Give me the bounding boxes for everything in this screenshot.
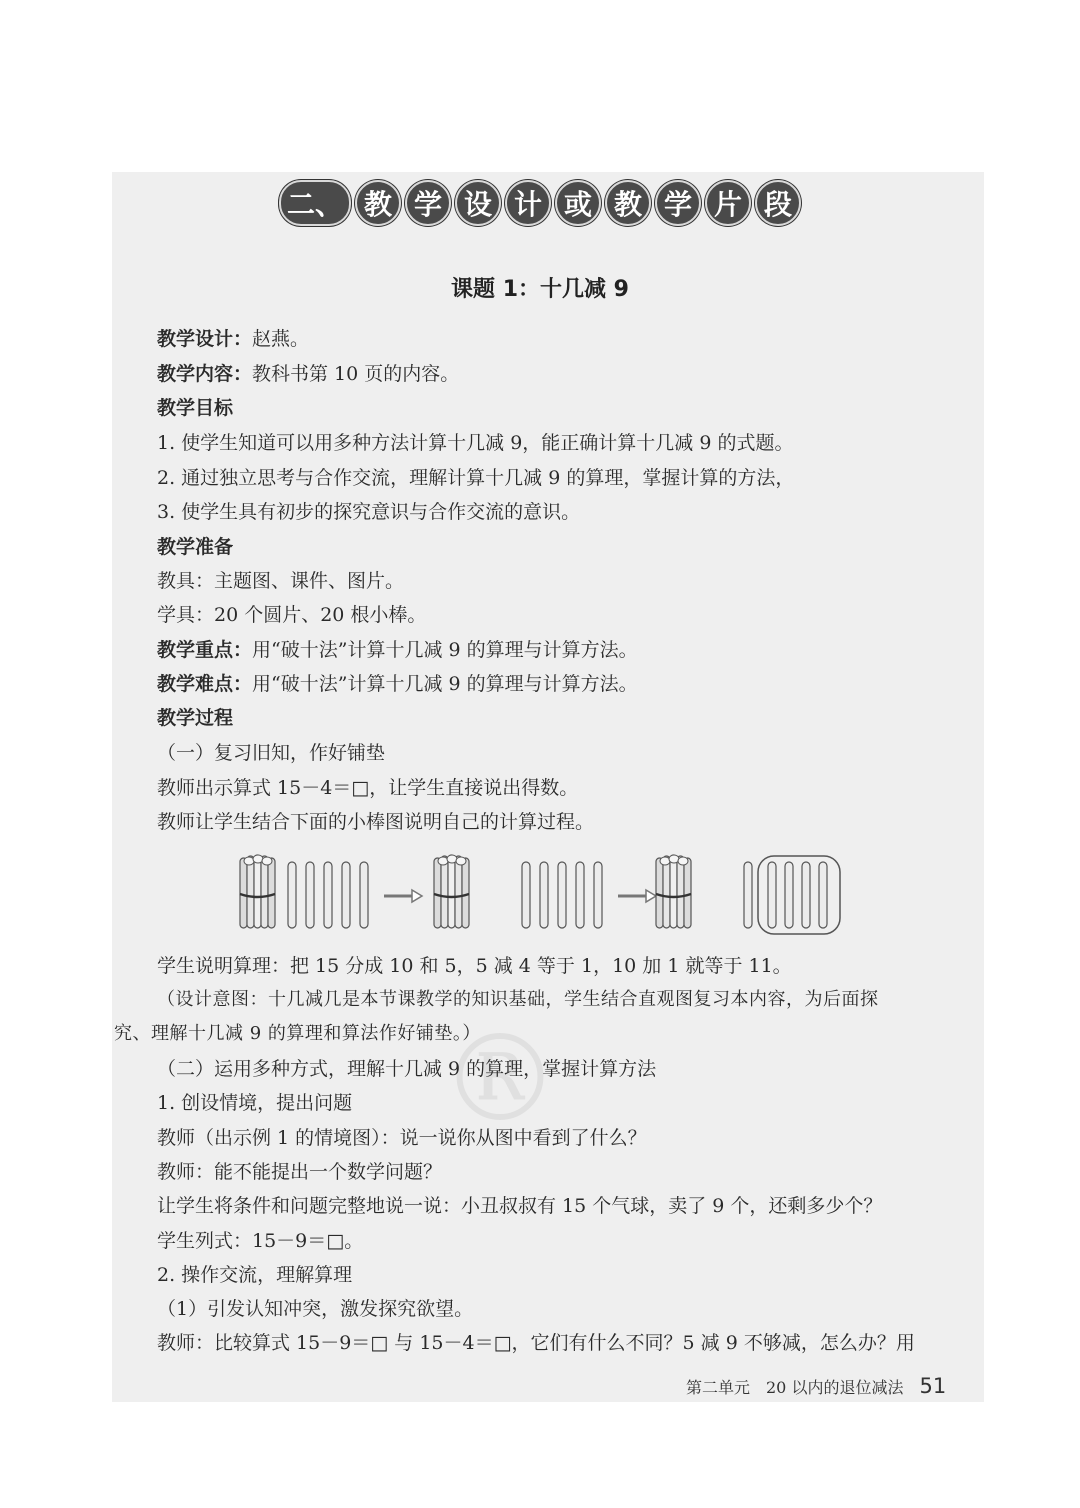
- line-conflict: （1）引发认知冲突，激发探究欲望。: [157, 1298, 474, 1320]
- line-text: 3. 使学生具有初步的探究意识与合作交流的意识。: [157, 501, 581, 523]
- line-process-heading: [157, 705, 977, 731]
- page-footer: [686, 1374, 946, 1398]
- line-goals-heading: [157, 395, 977, 421]
- header-char: 二、: [279, 180, 351, 226]
- line-content: [157, 361, 977, 387]
- line-step-1: [157, 740, 977, 766]
- line-teacher-tools: [157, 568, 977, 594]
- line-label: 教学重点：: [157, 639, 253, 661]
- stick: [576, 862, 584, 928]
- line-label: 教学内容：: [157, 363, 253, 385]
- header-char: 或: [555, 180, 601, 226]
- lesson-title: 课题 1：十几减 9: [451, 277, 629, 302]
- line-text: 赵燕。: [252, 328, 310, 350]
- line-text: 教具：主题图、课件、图片。: [157, 570, 405, 592]
- line-operate: 2. 操作交流，理解算理: [157, 1264, 353, 1286]
- stick: [768, 862, 776, 928]
- line-goal-2: [157, 465, 977, 491]
- stick: [324, 862, 332, 928]
- stick: [522, 862, 530, 928]
- arrow-icon: [618, 890, 656, 902]
- header-char: 教: [605, 180, 651, 226]
- stick: [306, 862, 314, 928]
- stick: [744, 862, 752, 928]
- line-text: 教科书第 10 页的内容。: [252, 363, 460, 385]
- page-number: 51: [919, 1374, 947, 1398]
- header-char: 计: [505, 180, 551, 226]
- line-problem: 让学生将条件和问题完整地说一说：小丑叔叔有 15 个气球，卖了 9 个，还剩多少个？: [157, 1195, 883, 1217]
- header-char: 学: [405, 180, 451, 226]
- line-design-intent: （设计意图：十几减几是本节课教学的知识基础，学生结合直观图复习本内容，为后面探: [157, 989, 879, 1010]
- line-text: 1. 使学生知道可以用多种方法计算十几减 9，能正确计算十几减 9 的式题。: [157, 432, 794, 454]
- line-label: 教学设计：: [157, 328, 253, 350]
- line-student-tools: [157, 602, 977, 628]
- line-student-explain: 学生说明算理：把 15 分成 10 和 5，5 减 4 等于 1，10 加 1 就等于 11。: [157, 955, 792, 977]
- line-show-formula: [157, 775, 977, 801]
- line-goal-3: [157, 499, 977, 525]
- line-text: 学具：20 个圆片、20 根小棒。: [157, 604, 427, 626]
- header-char: 学: [655, 180, 701, 226]
- arrow-icon: [384, 890, 422, 902]
- line-text: 教师让学生结合下面的小棒图说明自己的计算过程。: [157, 811, 595, 833]
- stick-bundle: [656, 855, 691, 928]
- line-teacher-ask-2: 教师：能不能提出一个数学问题？: [157, 1161, 443, 1183]
- footer-unit: 第二单元 20 以内的退位减法: [686, 1378, 904, 1397]
- line-design-intent-cont: 究、理解十几减 9 的算理和算法作好铺垫。）: [114, 1023, 481, 1044]
- line-designer: [157, 326, 977, 352]
- header-char: 设: [455, 180, 501, 226]
- line-goal-1: [157, 430, 977, 456]
- header-char: 片: [705, 180, 751, 226]
- stick: [540, 862, 548, 928]
- line-student-formula: 学生列式：15－9＝□。: [157, 1230, 364, 1252]
- stick-bundle: [240, 855, 275, 928]
- line-prep-heading: [157, 534, 977, 560]
- stick: [360, 862, 368, 928]
- line-teacher-ask-1: 教师（出示例 1 的情境图）：说一说你从图中看到了什么？: [157, 1127, 647, 1149]
- line-key-point: [157, 637, 977, 663]
- line-stick-explain: [157, 809, 977, 835]
- line-compare: 教师：比较算式 15－9＝□ 与 15－4＝□，它们有什么不同？5 减 9 不够减，怎么办？用: [157, 1332, 915, 1354]
- line-label: 教学准备: [157, 536, 234, 558]
- stick: [802, 862, 810, 928]
- stick: [342, 862, 350, 928]
- stick: [594, 862, 602, 928]
- line-label: 教学目标: [157, 397, 234, 419]
- stick: [288, 862, 296, 928]
- line-step-2: （二）运用多种方式，理解十几减 9 的算理，掌握计算方法: [157, 1058, 657, 1080]
- stick: [785, 862, 793, 928]
- section-header: [0, 180, 1080, 226]
- counting-sticks-figure: [230, 852, 850, 936]
- line-situation: 1. 创设情境，提出问题: [157, 1092, 353, 1114]
- line-difficulty: [157, 671, 977, 697]
- line-text: 教师出示算式 15－4＝□，让学生直接说出得数。: [157, 777, 579, 799]
- line-text: 用“破十法”计算十几减 9 的算理与计算方法。: [252, 673, 638, 695]
- stick: [558, 862, 566, 928]
- line-text: 用“破十法”计算十几减 9 的算理与计算方法。: [252, 639, 638, 661]
- stick-bundle: [434, 855, 469, 928]
- header-char: 教: [355, 180, 401, 226]
- header-char: 段: [755, 180, 801, 226]
- line-text: （一）复习旧知，作好铺垫: [157, 742, 386, 764]
- stick: [819, 862, 827, 928]
- line-label: 教学难点：: [157, 673, 253, 695]
- line-text: 2. 通过独立思考与合作交流，理解计算十几减 9 的算理，掌握计算的方法，: [157, 467, 795, 489]
- line-label: 教学过程: [157, 707, 234, 729]
